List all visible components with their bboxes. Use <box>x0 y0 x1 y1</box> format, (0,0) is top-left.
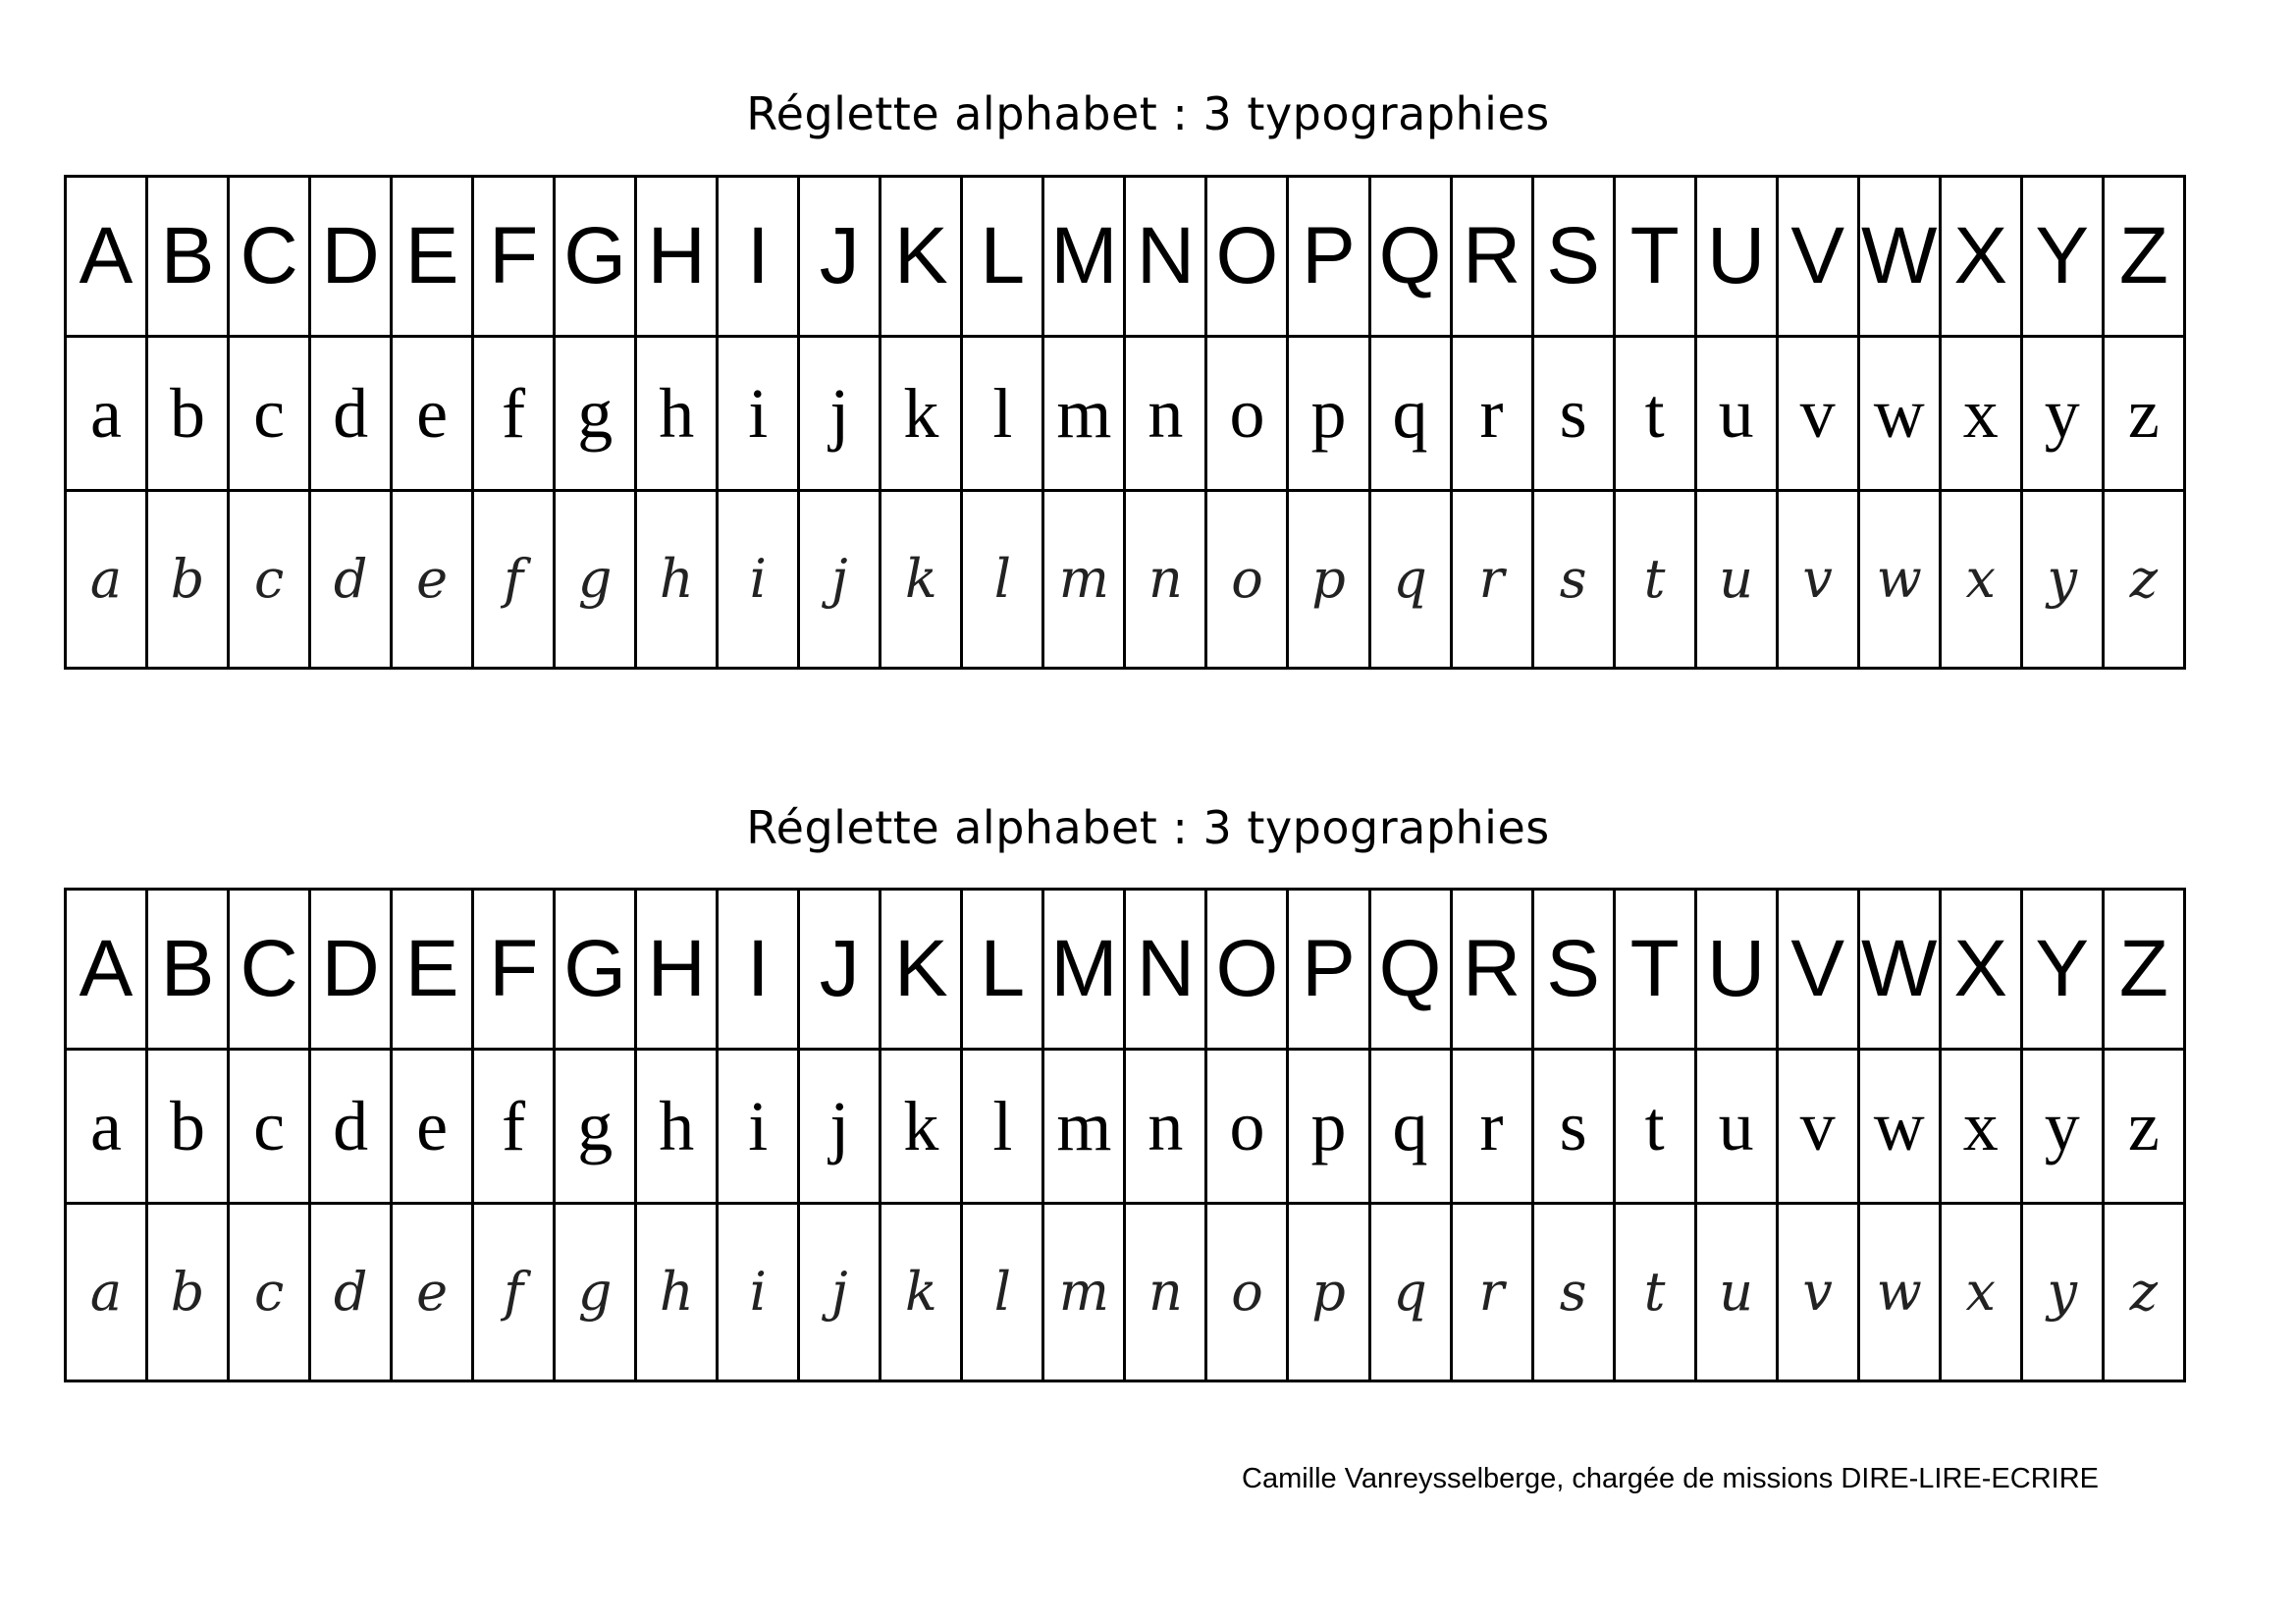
alphabet-ruler <box>64 175 2186 670</box>
upper-letter-cell: C <box>229 177 310 337</box>
cursive-letter-cell: l <box>962 491 1043 669</box>
cursive-letter-cell: j <box>799 1204 881 1381</box>
lower-letter-cell: p <box>1288 1050 1369 1204</box>
upper-letter-cell: N <box>1125 890 1206 1050</box>
cursive-letter-cell: a <box>66 1204 147 1381</box>
lower-letter-cell: s <box>1532 337 1614 491</box>
cursive-letter-cell: g <box>555 491 636 669</box>
cursive-letter-cell: e <box>392 1204 473 1381</box>
cursive-letter-cell: f <box>473 1204 555 1381</box>
lower-letter-cell: c <box>229 1050 310 1204</box>
cursive-letter-cell: c <box>229 491 310 669</box>
upper-letter-cell: F <box>473 890 555 1050</box>
lower-letter-cell: b <box>147 337 229 491</box>
lower-letter-cell: m <box>1043 337 1125 491</box>
upper-letter-cell: T <box>1614 890 1695 1050</box>
cursive-letter-cell: k <box>881 491 962 669</box>
cursive-letter-cell: x <box>1940 491 2021 669</box>
upper-letter-cell: S <box>1532 890 1614 1050</box>
upper-letter-cell: G <box>555 890 636 1050</box>
upper-letter-cell: A <box>66 177 147 337</box>
upper-letter-cell: O <box>1206 890 1288 1050</box>
upper-letter-cell: M <box>1043 177 1125 337</box>
cursive-letter-cell: w <box>1858 491 1940 669</box>
lower-letter-cell: l <box>962 1050 1043 1204</box>
lowercase-row <box>66 337 2185 491</box>
cursive-letter-cell: d <box>310 1204 392 1381</box>
lower-letter-cell: a <box>66 337 147 491</box>
upper-letter-cell: K <box>881 177 962 337</box>
lower-letter-cell: h <box>636 1050 718 1204</box>
upper-letter-cell: Q <box>1369 890 1451 1050</box>
upper-letter-cell: G <box>555 177 636 337</box>
cursive-letter-cell: w <box>1858 1204 1940 1381</box>
uppercase-row <box>66 177 2185 337</box>
lower-letter-cell: n <box>1125 337 1206 491</box>
upper-letter-cell: K <box>881 890 962 1050</box>
lower-letter-cell: w <box>1858 337 1940 491</box>
upper-letter-cell: B <box>147 177 229 337</box>
upper-letter-cell: O <box>1206 177 1288 337</box>
lower-letter-cell: e <box>392 337 473 491</box>
upper-letter-cell: A <box>66 890 147 1050</box>
lower-letter-cell: y <box>2021 1050 2103 1204</box>
ruler-title: Réglette alphabet : 3 typographies <box>746 801 1550 854</box>
lower-letter-cell: z <box>2103 1050 2184 1204</box>
upper-letter-cell: L <box>962 890 1043 1050</box>
lower-letter-cell: i <box>718 1050 799 1204</box>
lower-letter-cell: h <box>636 337 718 491</box>
upper-letter-cell: H <box>636 177 718 337</box>
upper-letter-cell: X <box>1940 890 2021 1050</box>
cursive-letter-cell: p <box>1288 1204 1369 1381</box>
lower-letter-cell: j <box>799 1050 881 1204</box>
upper-letter-cell: D <box>310 177 392 337</box>
upper-letter-cell: C <box>229 890 310 1050</box>
upper-letter-cell: X <box>1940 177 2021 337</box>
lower-letter-cell: x <box>1940 337 2021 491</box>
cursive-letter-cell: k <box>881 1204 962 1381</box>
lower-letter-cell: t <box>1614 337 1695 491</box>
upper-letter-cell: B <box>147 890 229 1050</box>
lower-letter-cell: q <box>1369 1050 1451 1204</box>
upper-letter-cell: W <box>1858 890 1940 1050</box>
lower-letter-cell: u <box>1695 1050 1777 1204</box>
cursive-letter-cell: t <box>1614 491 1695 669</box>
lowercase-row <box>66 1050 2185 1204</box>
cursive-letter-cell: u <box>1695 1204 1777 1381</box>
lower-letter-cell: v <box>1777 1050 1858 1204</box>
uppercase-row <box>66 890 2185 1050</box>
lower-letter-cell: g <box>555 337 636 491</box>
upper-letter-cell: V <box>1777 890 1858 1050</box>
lower-letter-cell: z <box>2103 337 2184 491</box>
lower-letter-cell: u <box>1695 337 1777 491</box>
cursive-letter-cell: i <box>718 1204 799 1381</box>
cursive-letter-cell: y <box>2021 1204 2103 1381</box>
upper-letter-cell: U <box>1695 890 1777 1050</box>
upper-letter-cell: P <box>1288 177 1369 337</box>
upper-letter-cell: W <box>1858 177 1940 337</box>
lower-letter-cell: d <box>310 1050 392 1204</box>
upper-letter-cell: U <box>1695 177 1777 337</box>
cursive-letter-cell: f <box>473 491 555 669</box>
upper-letter-cell: E <box>392 890 473 1050</box>
cursive-letter-cell: b <box>147 491 229 669</box>
upper-letter-cell: E <box>392 177 473 337</box>
upper-letter-cell: Y <box>2021 890 2103 1050</box>
lower-letter-cell: y <box>2021 337 2103 491</box>
upper-letter-cell: Q <box>1369 177 1451 337</box>
upper-letter-cell: H <box>636 890 718 1050</box>
cursive-letter-cell: l <box>962 1204 1043 1381</box>
cursive-letter-cell: p <box>1288 491 1369 669</box>
cursive-row <box>66 491 2185 669</box>
upper-letter-cell: M <box>1043 890 1125 1050</box>
cursive-letter-cell: h <box>636 491 718 669</box>
cursive-letter-cell: v <box>1777 491 1858 669</box>
upper-letter-cell: T <box>1614 177 1695 337</box>
cursive-letter-cell: s <box>1532 491 1614 669</box>
upper-letter-cell: R <box>1451 890 1532 1050</box>
cursive-letter-cell: q <box>1369 491 1451 669</box>
cursive-letter-cell: u <box>1695 491 1777 669</box>
lower-letter-cell: j <box>799 337 881 491</box>
lower-letter-cell: v <box>1777 337 1858 491</box>
cursive-letter-cell: i <box>718 491 799 669</box>
cursive-letter-cell: n <box>1125 1204 1206 1381</box>
upper-letter-cell: D <box>310 890 392 1050</box>
upper-letter-cell: R <box>1451 177 1532 337</box>
cursive-letter-cell: a <box>66 491 147 669</box>
cursive-letter-cell: q <box>1369 1204 1451 1381</box>
cursive-letter-cell: d <box>310 491 392 669</box>
lower-letter-cell: m <box>1043 1050 1125 1204</box>
lower-letter-cell: g <box>555 1050 636 1204</box>
cursive-row <box>66 1204 2185 1381</box>
cursive-letter-cell: c <box>229 1204 310 1381</box>
cursive-letter-cell: b <box>147 1204 229 1381</box>
lower-letter-cell: t <box>1614 1050 1695 1204</box>
upper-letter-cell: Z <box>2103 177 2184 337</box>
cursive-letter-cell: j <box>799 491 881 669</box>
lower-letter-cell: e <box>392 1050 473 1204</box>
lower-letter-cell: b <box>147 1050 229 1204</box>
lower-letter-cell: x <box>1940 1050 2021 1204</box>
author-credit: Camille Vanreysselberge, chargée de missions DIRE-LIRE-ECRIRE <box>1242 1463 2100 1494</box>
lower-letter-cell: f <box>473 1050 555 1204</box>
cursive-letter-cell: s <box>1532 1204 1614 1381</box>
cursive-letter-cell: z <box>2103 491 2184 669</box>
lower-letter-cell: k <box>881 337 962 491</box>
cursive-letter-cell: r <box>1451 491 1532 669</box>
lower-letter-cell: q <box>1369 337 1451 491</box>
upper-letter-cell: N <box>1125 177 1206 337</box>
cursive-letter-cell: r <box>1451 1204 1532 1381</box>
cursive-letter-cell: h <box>636 1204 718 1381</box>
lower-letter-cell: r <box>1451 1050 1532 1204</box>
upper-letter-cell: I <box>718 177 799 337</box>
cursive-letter-cell: m <box>1043 491 1125 669</box>
lower-letter-cell: p <box>1288 337 1369 491</box>
upper-letter-cell: L <box>962 177 1043 337</box>
cursive-letter-cell: v <box>1777 1204 1858 1381</box>
cursive-letter-cell: x <box>1940 1204 2021 1381</box>
upper-letter-cell: P <box>1288 890 1369 1050</box>
cursive-letter-cell: n <box>1125 491 1206 669</box>
upper-letter-cell: S <box>1532 177 1614 337</box>
cursive-letter-cell: o <box>1206 1204 1288 1381</box>
lower-letter-cell: i <box>718 337 799 491</box>
cursive-letter-cell: m <box>1043 1204 1125 1381</box>
lower-letter-cell: n <box>1125 1050 1206 1204</box>
lower-letter-cell: l <box>962 337 1043 491</box>
upper-letter-cell: Y <box>2021 177 2103 337</box>
alphabet-ruler <box>64 888 2186 1382</box>
cursive-letter-cell: g <box>555 1204 636 1381</box>
lower-letter-cell: c <box>229 337 310 491</box>
ruler-title: Réglette alphabet : 3 typographies <box>746 87 1550 140</box>
cursive-letter-cell: e <box>392 491 473 669</box>
upper-letter-cell: F <box>473 177 555 337</box>
upper-letter-cell: J <box>799 890 881 1050</box>
lower-letter-cell: a <box>66 1050 147 1204</box>
upper-letter-cell: Z <box>2103 890 2184 1050</box>
cursive-letter-cell: z <box>2103 1204 2184 1381</box>
upper-letter-cell: J <box>799 177 881 337</box>
lower-letter-cell: w <box>1858 1050 1940 1204</box>
lower-letter-cell: r <box>1451 337 1532 491</box>
upper-letter-cell: V <box>1777 177 1858 337</box>
upper-letter-cell: I <box>718 890 799 1050</box>
lower-letter-cell: o <box>1206 337 1288 491</box>
lower-letter-cell: k <box>881 1050 962 1204</box>
cursive-letter-cell: y <box>2021 491 2103 669</box>
cursive-letter-cell: o <box>1206 491 1288 669</box>
lower-letter-cell: d <box>310 337 392 491</box>
lower-letter-cell: f <box>473 337 555 491</box>
lower-letter-cell: s <box>1532 1050 1614 1204</box>
lower-letter-cell: o <box>1206 1050 1288 1204</box>
cursive-letter-cell: t <box>1614 1204 1695 1381</box>
